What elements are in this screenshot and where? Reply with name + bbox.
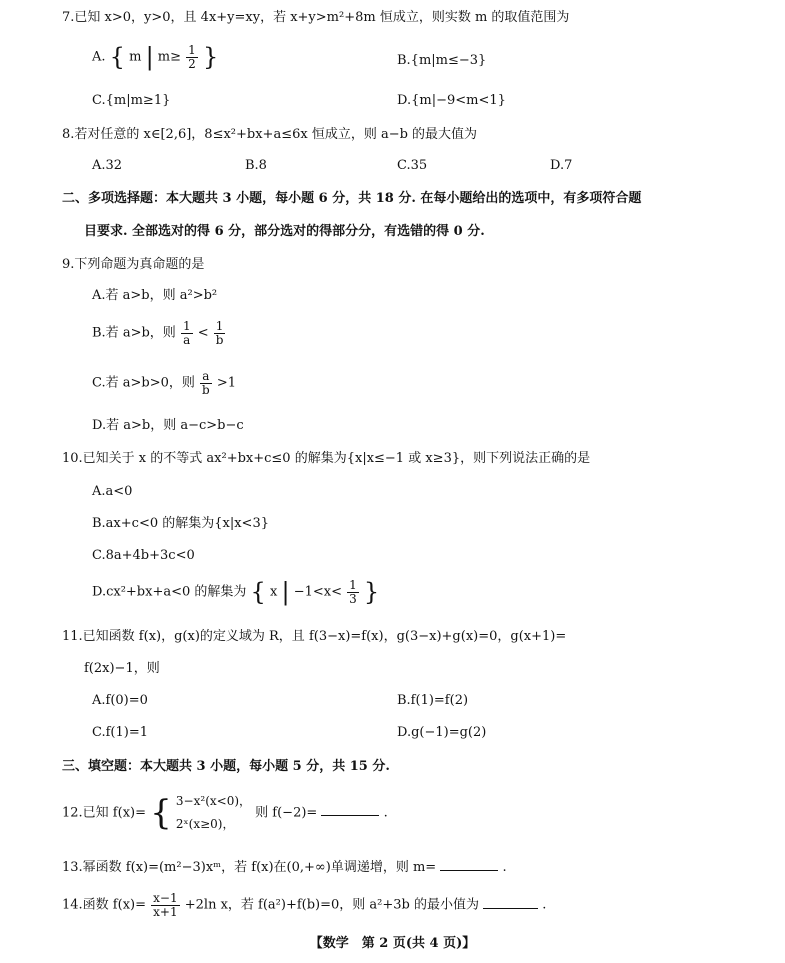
q11-option-a: A.f(0)=0	[92, 693, 148, 708]
q11-stem-line2: f(2x)−1，则	[84, 661, 160, 676]
q12-answer-blank[interactable]	[321, 803, 379, 816]
q9-stem: 9.下列命题为真命题的是	[62, 257, 205, 272]
q8-option-d: D.7	[550, 158, 573, 173]
q13: 13.幂函数 f(x)=(m²−3)xᵐ，若 f(x)在(0,+∞)单调递增，则 m= .	[62, 860, 507, 875]
q12: 12.已知 f(x)= { 3−x²(x<0)， 2ˣ(x≥0)， 则 f(−2)= .	[62, 790, 388, 836]
q11-option-b: B.f(1)=f(2)	[397, 693, 469, 708]
q9-option-d: D.若 a>b，则 a−c>b−c	[92, 418, 244, 433]
page-footer: 【数学 第 2 页(共 4 页)】	[309, 936, 476, 951]
q11-option-c: C.f(1)=1	[92, 725, 149, 740]
q8-option-c: C.35	[397, 158, 428, 173]
q8-stem: 8.若对任意的 x∈[2,6]，8≤x²+bx+a≤6x 恒成立，则 a−b 的最大值为	[62, 127, 478, 142]
section-3-heading: 三、填空题：本大题共 3 小题，每小题 5 分，共 15 分.	[62, 759, 390, 774]
section-2-instructions: 目要求. 全部选对的得 6 分，部分选对的得部分分，有选错的得 0 分.	[84, 224, 485, 239]
q12-case-1: 3−x²(x<0)，	[175, 794, 252, 808]
q7-stem: 7.已知 x>0，y>0，且 4x+y=xy，若 x+y>m²+8m 恒成立，则实数 m 的取值范围为	[62, 10, 570, 25]
q11-option-d: D.g(−1)=g(2)	[397, 725, 487, 740]
q14: 14.函数 f(x)= $\frac{x-1}{x+1}$ +2ln x，若 f(a²)+f(b)=0，则 a²+3b 的最小值为 .	[62, 891, 547, 919]
q7-option-a: A. { m | m≥ $\frac{1}{2}$ }	[92, 43, 219, 72]
q7-option-d: D.{m|−9<m<1}	[397, 93, 506, 108]
q10-stem: 10.已知关于 x 的不等式 ax²+bx+c≤0 的解集为{x|x≤−1 或 x≥3}，则下列说法正确的是	[62, 451, 591, 466]
q10-option-a: A.a<0	[92, 484, 133, 499]
q9-option-b: B.若 a>b，则 $\frac{1}{a}$ < $\frac{1}{b}$	[92, 319, 224, 347]
q10-option-c: C.8a+4b+3c<0	[92, 548, 195, 563]
q10-option-d: D.cx²+bx+a<0 的解集为 { x | −1<x< $\frac{1}{3}$ }	[92, 578, 380, 607]
q10-option-b: B.ax+c<0 的解集为{x|x<3}	[92, 516, 269, 531]
q9-option-a: A.若 a>b，则 a²>b²	[92, 288, 218, 303]
q13-answer-blank[interactable]	[440, 858, 498, 871]
q9-option-c: C.若 a>b>0，则 $\frac{a}{b}$ >1	[92, 369, 237, 397]
q7-option-c: C.{m|m≥1}	[92, 93, 171, 108]
q14-answer-blank[interactable]	[483, 896, 538, 909]
q11-stem-line1: 11.已知函数 f(x)，g(x)的定义域为 R，且 f(3−x)=f(x)，g(3−x)+g(x)=0，g(x+1)=	[62, 629, 567, 644]
q7-option-b: B.{m|m≤−3}	[397, 53, 487, 68]
q8-option-b: B.8	[245, 158, 267, 173]
section-2-heading: 二、多项选择题：本大题共 3 小题，每小题 6 分，共 18 分. 在每小题给出的选项中，有多项符合题	[62, 191, 642, 206]
q12-case-2: 2ˣ(x≥0)，	[175, 816, 235, 831]
q8-option-a: A.32	[92, 158, 123, 173]
